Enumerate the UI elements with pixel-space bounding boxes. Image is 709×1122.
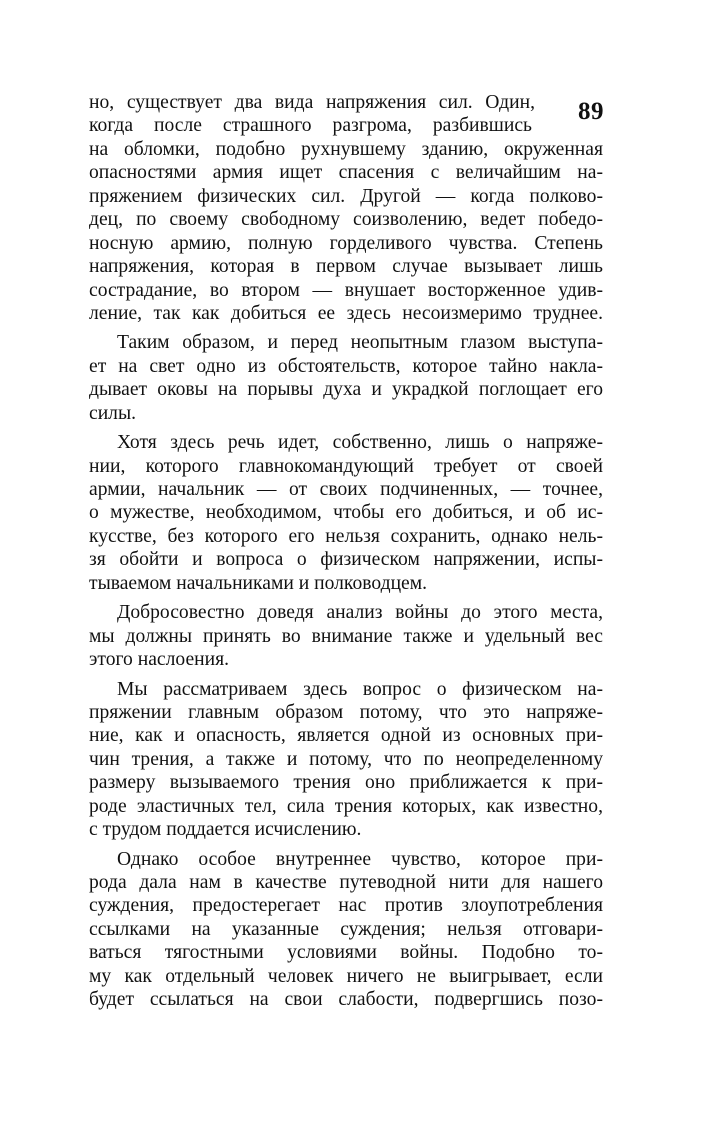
paragraph: [89, 601, 603, 671]
text-line: на обломки, подобно рухнувшему зданию, окруженная: [89, 138, 603, 160]
paragraph: [89, 848, 603, 1012]
text-line: дец, по своему свободному соизволению, ведет победо-: [89, 209, 603, 231]
text-line: ление, так как добиться ее здесь несоизмеримо труднее.: [89, 302, 603, 324]
text-line: этого наслоения.: [89, 649, 230, 671]
text-line: зя обойти и вопроса о физическом напряжении, испы-: [89, 549, 603, 571]
text-line: кусстве, без которого его нельзя сохранить, однако нель-: [89, 525, 603, 547]
text-line: дывает оковы на порывы духа и украдкой поглощает его: [89, 379, 603, 401]
text-line: сострадание, во втором — внушает восторженное удив-: [89, 279, 603, 301]
text-line: Таким образом, и перед неопытным глазом выступа-: [117, 332, 603, 354]
text-line: Добросовестно доведя анализ войны до этого места,: [117, 602, 603, 624]
text-line: Мы рассматриваем здесь вопрос о физическом на-: [117, 678, 603, 700]
text-line: пряжении главным образом потому, что это напряже-: [89, 701, 603, 723]
text-line: армии, начальник — от своих подчиненных, — точнее,: [89, 479, 603, 500]
text-line: суждения, предостерегает нас против злоупотребления: [89, 895, 603, 917]
text-line: Хотя здесь речь идет, собственно, лишь о напряже-: [117, 432, 603, 454]
text-line: Однако особое внутреннее чувство, которое при-: [117, 848, 603, 870]
text-line: будет ссылаться на свои слабости, подвергшись позо-: [89, 989, 603, 1011]
paragraph: [89, 431, 603, 595]
text-line: размеру вызываемого трения оно приближается к при-: [89, 772, 603, 794]
text-line: нии, которого главнокомандующий требует от своей: [89, 455, 603, 477]
text-line: с трудом поддается исчислению.: [89, 819, 362, 841]
text-line: тываемом начальниками и полководцем.: [89, 572, 428, 594]
text-line: пряжением физических сил. Другой — когда полково-: [89, 185, 603, 207]
text-line: мы должны принять во внимание также и удельный вес: [89, 625, 603, 647]
text-line: рода дала нам в качестве путеводной нити для нашего: [89, 872, 603, 893]
text-line: силы.: [89, 402, 137, 424]
text-line: ваться тягостными условиями войны. Подобно то-: [89, 942, 603, 964]
text-line: чин трения, а также и потому, что по неопределенному: [89, 748, 603, 770]
text-line: ние, как и опасность, является одной из основных при-: [89, 725, 603, 747]
page-number: 89: [578, 98, 604, 125]
paragraph: [89, 91, 603, 325]
text-line: опасностями армия ищет спасения с величайшим на-: [89, 162, 603, 184]
paragraph: [89, 678, 603, 842]
text-block: [89, 91, 603, 1012]
text-line: когда после страшного разгрома, разбившись: [89, 115, 532, 137]
text-line: напряжения, которая в первом случае вызывает лишь: [89, 256, 603, 278]
text-line: о мужестве, необходимом, чтобы его добиться, и об ис-: [89, 502, 603, 524]
text-line: носную армию, полную горделивого чувства. Степень: [89, 232, 603, 254]
text-line: му как отдельный человек ничего не выигрывает, если: [89, 965, 603, 987]
text-line: роде эластичных тел, сила трения которых, как известно,: [89, 795, 603, 817]
text-line: ет на свет одно из обстоятельств, которое тайно накла-: [89, 355, 603, 377]
text-line: ссылками на указанные суждения; нельзя отговари-: [89, 918, 603, 940]
paragraph: [89, 331, 603, 425]
text-line: но, существует два вида напряжения сил. Один,: [89, 92, 535, 113]
